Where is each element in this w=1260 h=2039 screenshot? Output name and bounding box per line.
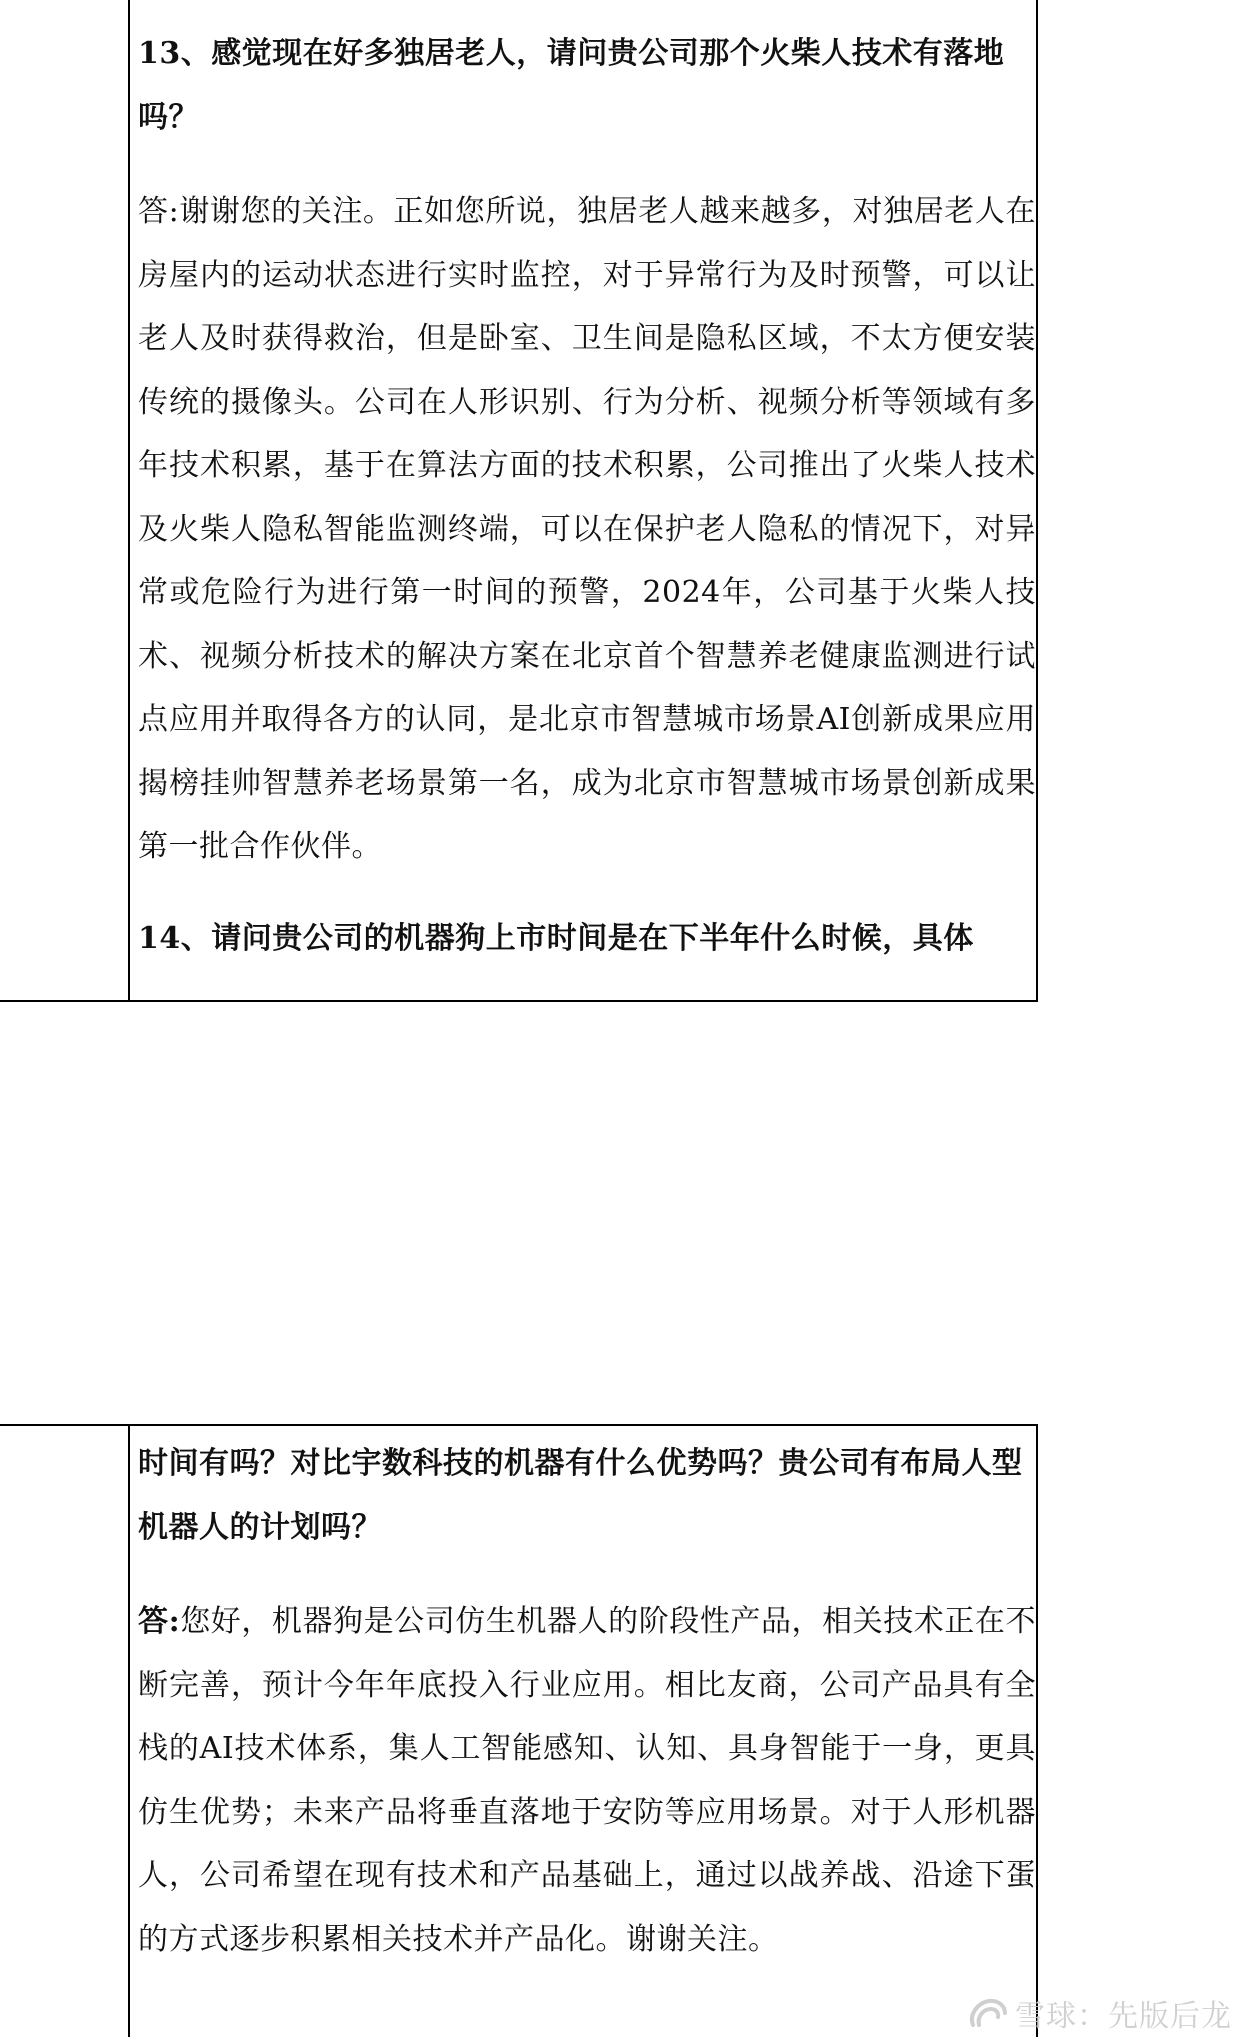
watermark-text: 雪球：先版后龙 bbox=[1015, 1999, 1232, 2034]
answer-13-text: 谢谢您的关注。正如您所说，独居老人越来越多，对独居老人在房屋内的运动状态进行实时监控，对于异常行为及时预警，可以让老人及时获得救治，但是卧室、卫生间是隐私区域，不太方便安装传统的摄像头。公司在人形识别、行为分析、视频分析等领域有多年技术积累，基于在算法方面的技术积累，公司推出了火柴人技术及火柴人隐私智能监测终端，可以在保护老人隐私的情况下，对异常或危险行为进行第一时间的预警，2024年，公司基于火柴人技术、视频分析技术的解决方案在北京首个智慧养老健康监测进行试点应用并取得各方的认同，是北京市智慧城市场景AI创新成果应用揭榜挂帅智慧养老场景第一名，成为北京市智慧城市场景创新成果第一批合作伙伴。 bbox=[138, 194, 1037, 864]
qa-table-segment-2 bbox=[0, 1424, 1038, 2037]
table-left-column bbox=[0, 0, 130, 1000]
answer-label: 答: bbox=[138, 1604, 181, 1639]
qa-table-segment-1 bbox=[0, 0, 1038, 1002]
answer-14 bbox=[138, 1590, 1036, 1971]
question-13: 13、感觉现在好多独居老人，请问贵公司那个火柴人技术有落地吗？ bbox=[138, 36, 1005, 135]
qa-content-cell bbox=[138, 1432, 1036, 1971]
snowball-logo-icon bbox=[967, 1995, 1009, 2031]
qa-content-cell bbox=[138, 22, 1036, 971]
question-14-part2: 时间有吗？对比宇数科技的机器有什么优势吗？贵公司有布局人型机器人的计划吗？ bbox=[138, 1446, 1023, 1545]
answer-label: 答: bbox=[138, 194, 180, 229]
question-14-part1: 14、请问贵公司的机器狗上市时间是在下半年什么时候，具体 bbox=[138, 920, 974, 956]
answer-13 bbox=[138, 180, 1036, 879]
answer-14-text: 您好，机器狗是公司仿生机器人的阶段性产品，相关技术正在不断完善，预计今年年底投入行业应用。相比友商，公司产品具有全栈的AI技术体系，集人工智能感知、认知、具身智能于一身，更具仿生优势；未来产品将垂直落地于安防等应用场景。对于人形机器人，公司希望在现有技术和产品基础上，通过以战养战、沿途下蛋的方式逐步积累相关技术并产品化。谢谢关注。 bbox=[138, 1604, 1036, 1957]
table-left-column bbox=[0, 1426, 130, 2037]
watermark bbox=[967, 1991, 1232, 2035]
